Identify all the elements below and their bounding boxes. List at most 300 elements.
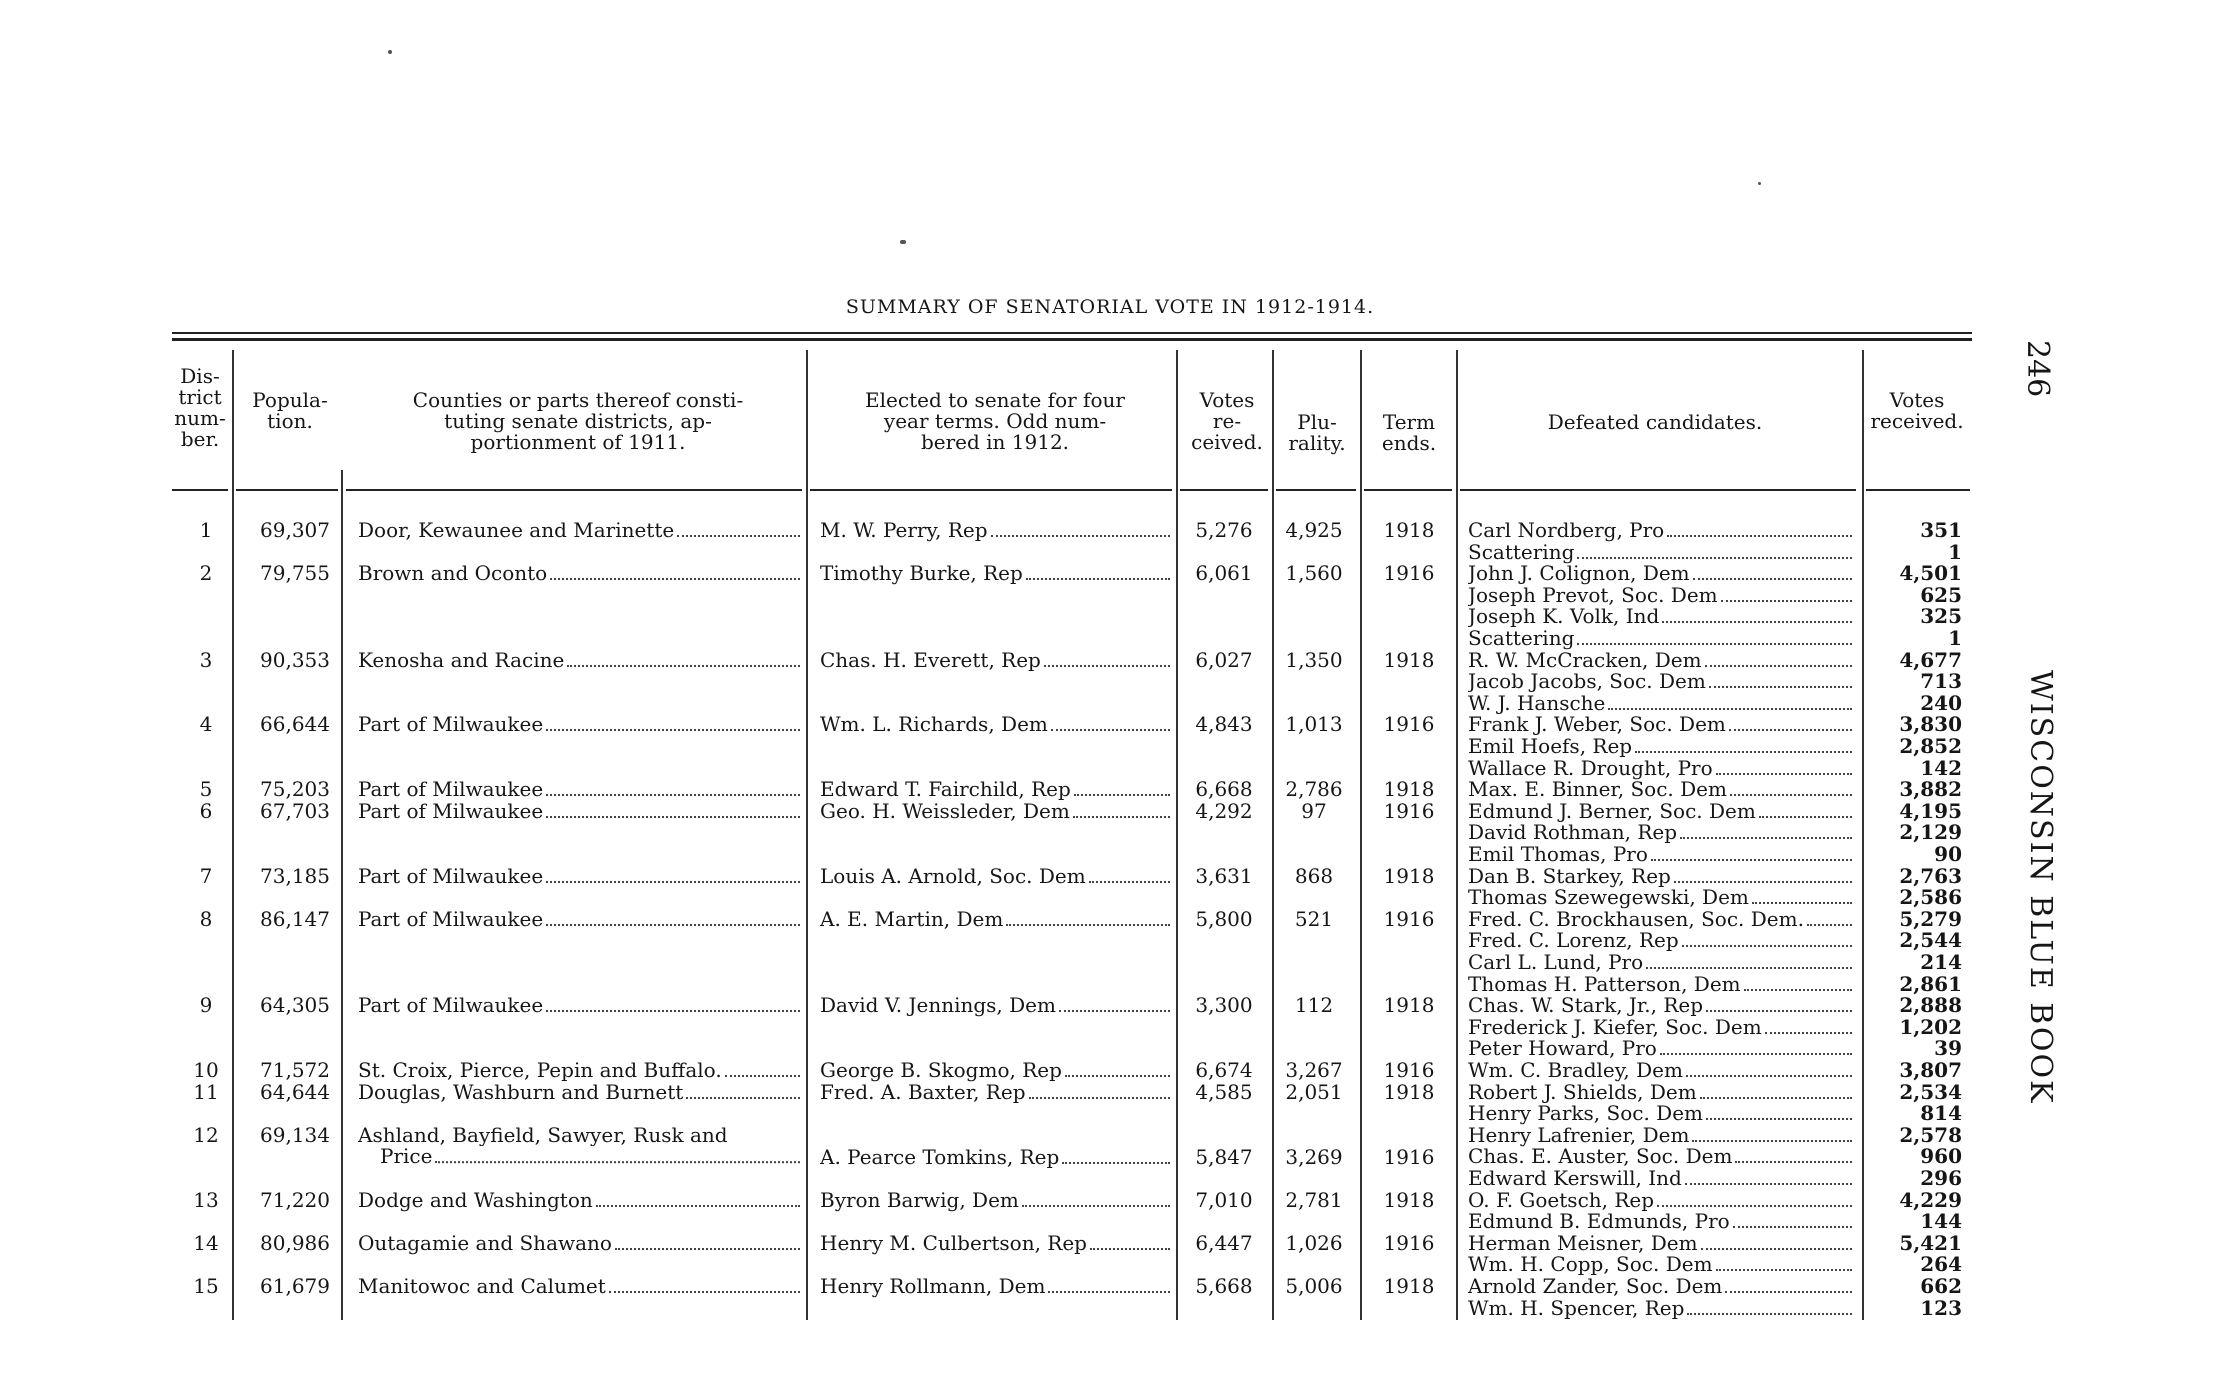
district-plurality: 1,026 [1285, 1232, 1343, 1254]
district-votes: 4,585 [1195, 1081, 1253, 1103]
district-plurality: 5,006 [1285, 1275, 1343, 1297]
defeated-name: Fred. C. Brockhausen, Soc. Dem. [1468, 908, 1804, 931]
header-rule [1866, 489, 1970, 491]
leader-dots [1706, 1010, 1852, 1012]
district-number: 3 [199, 649, 213, 671]
defeated-name: Emil Thomas, Pro [1468, 843, 1648, 866]
header-rule [236, 489, 338, 491]
leader-dots [1662, 621, 1852, 623]
leader-dots [1733, 1226, 1852, 1228]
leader-dots [1048, 1291, 1170, 1293]
district-number: 1 [199, 519, 213, 541]
defeated-votes: 142 [1920, 757, 1962, 779]
defeated-votes: 1 [1948, 627, 1962, 649]
district-population: 64,305 [260, 994, 330, 1016]
district-population: 67,703 [260, 800, 330, 822]
district-elected [820, 778, 1172, 801]
header-rule [810, 489, 1172, 491]
defeated-candidate [1468, 951, 1854, 974]
defeated-votes: 625 [1920, 584, 1962, 606]
district-votes: 5,800 [1195, 908, 1253, 930]
district-counties [358, 1232, 802, 1255]
district-population: 69,134 [260, 1124, 330, 1146]
defeated-candidate [1468, 519, 1854, 542]
defeated-name: Carl L. Lund, Pro [1468, 951, 1644, 974]
elected-name: A. Pearce Tomkins, Rep [820, 1145, 1060, 1169]
defeated-name: Wm. H. Spencer, Rep [1468, 1297, 1685, 1320]
leader-dots [1706, 1118, 1852, 1120]
elected-name: Byron Barwig, Dem [820, 1189, 1019, 1212]
district-plurality: 112 [1294, 994, 1334, 1016]
header-defeated: Defeated candidates. [1547, 410, 1763, 434]
defeated-votes: 240 [1920, 692, 1962, 714]
defeated-name: Edward Kerswill, Ind [1468, 1167, 1682, 1190]
defeated-name: Arnold Zander, Soc. Dem [1468, 1275, 1723, 1298]
defeated-votes: 5,421 [1899, 1232, 1962, 1254]
leader-dots [1660, 1053, 1852, 1055]
district-population: 66,644 [260, 713, 330, 735]
defeated-name: Scattering [1468, 627, 1575, 650]
running-head: WISCONSIN BLUE BOOK [2023, 670, 2058, 1105]
defeated-candidate [1468, 1253, 1854, 1276]
leader-dots [1577, 643, 1852, 645]
district-counties [358, 519, 802, 542]
leader-dots [1051, 729, 1170, 731]
leader-dots [1022, 1205, 1170, 1207]
defeated-name: Edmund J. Berner, Soc. Dem [1468, 800, 1756, 823]
defeated-votes: 3,882 [1899, 778, 1962, 800]
district-counties [358, 713, 802, 736]
defeated-votes: 2,888 [1899, 994, 1962, 1016]
leader-dots [1029, 1097, 1171, 1099]
defeated-votes: 214 [1920, 951, 1962, 973]
defeated-name: David Rothman, Rep [1468, 821, 1678, 844]
district-votes: 3,300 [1195, 994, 1253, 1016]
district-elected [820, 994, 1172, 1017]
district-plurality: 4,925 [1285, 519, 1343, 541]
scan-speck [1758, 182, 1761, 185]
defeated-votes: 2,129 [1899, 821, 1962, 843]
leader-dots [546, 816, 800, 818]
defeated-votes: 296 [1920, 1167, 1962, 1189]
defeated-votes: 123 [1920, 1297, 1962, 1319]
district-plurality: 3,269 [1285, 1145, 1343, 1168]
leader-dots [1090, 1248, 1170, 1250]
defeated-candidate [1468, 1189, 1854, 1212]
district-population: 79,755 [260, 562, 330, 584]
defeated-votes: 960 [1920, 1145, 1962, 1167]
defeated-name: Wallace R. Drought, Pro [1468, 757, 1713, 780]
district-population: 69,307 [260, 519, 330, 541]
defeated-votes: 1,202 [1899, 1016, 1962, 1038]
leader-dots [1687, 1313, 1852, 1315]
defeated-candidate [1468, 541, 1854, 564]
district-term-ends: 1916 [1383, 1145, 1435, 1168]
defeated-candidate [1468, 865, 1854, 888]
district-elected [820, 1189, 1172, 1212]
district-votes: 4,292 [1195, 800, 1253, 822]
district-population: 86,147 [260, 908, 330, 930]
district-term-ends: 1918 [1383, 1189, 1435, 1211]
elected-name: Louis A. Arnold, Soc. Dem [820, 865, 1086, 888]
leader-dots [1721, 600, 1852, 602]
defeated-name: John J. Colignon, Dem [1468, 562, 1690, 585]
leader-dots [615, 1248, 800, 1250]
defeated-name: Henry Lafrenier, Dem [1468, 1124, 1690, 1147]
header-rule [172, 489, 228, 491]
column-rule [232, 350, 234, 1320]
defeated-candidate [1468, 1081, 1854, 1104]
defeated-votes: 814 [1920, 1102, 1962, 1124]
defeated-votes: 2,534 [1899, 1081, 1962, 1103]
header-elected: Elected to senate for four year terms. Odd num- bered in 1912. [865, 388, 1125, 454]
defeated-votes: 325 [1920, 605, 1962, 627]
district-population: 73,185 [260, 865, 330, 887]
leader-dots [1692, 1140, 1852, 1142]
leader-dots [546, 729, 800, 731]
defeated-candidate [1468, 1037, 1854, 1060]
district-term-ends: 1916 [1383, 800, 1435, 822]
district-elected [820, 649, 1172, 672]
scan-speck [388, 50, 392, 54]
header-rule [346, 489, 802, 491]
district-counties [358, 1059, 802, 1082]
defeated-candidate [1468, 821, 1854, 844]
district-elected [820, 519, 1172, 542]
district-elected [820, 1232, 1172, 1255]
defeated-votes: 1 [1948, 541, 1962, 563]
district-counties [358, 562, 802, 585]
defeated-candidate [1468, 1059, 1854, 1082]
column-rule [1272, 350, 1274, 1320]
counties-text: Door, Kewaunee and Marinette [358, 519, 675, 542]
counties-text: Part of Milwaukee [358, 908, 544, 931]
defeated-candidate [1468, 1167, 1854, 1190]
defeated-votes: 90 [1934, 843, 1962, 865]
district-number: 13 [193, 1189, 219, 1211]
leader-dots [1716, 1269, 1852, 1271]
district-population: 61,679 [260, 1275, 330, 1297]
leader-dots [1065, 1075, 1170, 1077]
leader-dots [1059, 1010, 1170, 1012]
district-votes: 5,276 [1195, 519, 1253, 541]
district-plurality: 3,267 [1285, 1059, 1343, 1081]
leader-dots [1700, 1097, 1852, 1099]
leader-dots [686, 1097, 800, 1099]
district-number: 2 [199, 562, 213, 584]
header-votes-received: Votes re- ceived. [1191, 388, 1263, 454]
district-term-ends: 1916 [1383, 1059, 1435, 1081]
leader-dots [1608, 708, 1852, 710]
defeated-votes: 2,763 [1899, 865, 1962, 887]
defeated-votes: 3,830 [1899, 713, 1962, 735]
defeated-candidate [1468, 757, 1854, 780]
leader-dots [991, 535, 1170, 537]
leader-dots [596, 1205, 800, 1207]
elected-name: David V. Jennings, Dem [820, 994, 1056, 1017]
header-rule [1460, 489, 1856, 491]
district-counties [358, 1275, 802, 1298]
district-population: 71,220 [260, 1189, 330, 1211]
defeated-candidate [1468, 649, 1854, 672]
district-number: 7 [199, 865, 213, 887]
elected-name: George B. Skogmo, Rep [820, 1059, 1062, 1082]
counties-text: Part of Milwaukee [358, 800, 544, 823]
leader-dots [1044, 665, 1170, 667]
defeated-candidate [1468, 800, 1854, 823]
defeated-name: Emil Hoefs, Rep [1468, 735, 1633, 758]
table-top-rule-thick [172, 338, 1972, 341]
leader-dots [1693, 578, 1852, 580]
district-plurality: 2,781 [1285, 1189, 1343, 1211]
defeated-name: Thomas H. Patterson, Dem [1468, 973, 1741, 996]
district-counties: Ashland, Bayfield, Sawyer, Rusk and [358, 1124, 728, 1146]
leader-dots [1073, 816, 1170, 818]
defeated-name: Herman Meisner, Dem [1468, 1232, 1698, 1255]
leader-dots [1089, 881, 1170, 883]
leader-dots [1635, 751, 1852, 753]
defeated-votes: 39 [1934, 1037, 1962, 1059]
defeated-candidate [1468, 973, 1854, 996]
leader-dots [1709, 686, 1852, 688]
district-plurality: 1,013 [1285, 713, 1343, 735]
leader-dots [1735, 1161, 1852, 1163]
defeated-name: Wm. C. Bradley, Dem [1468, 1059, 1683, 1082]
district-elected [820, 713, 1172, 736]
elected-name: Chas. H. Everett, Rep [820, 649, 1041, 672]
district-elected [820, 1275, 1172, 1298]
leader-dots [1006, 924, 1170, 926]
defeated-candidate [1468, 584, 1854, 607]
district-plurality: 2,051 [1285, 1081, 1343, 1103]
leader-dots [1807, 924, 1852, 926]
leader-dots [1716, 773, 1852, 775]
district-term-ends: 1916 [1383, 908, 1435, 930]
district-number: 9 [199, 994, 213, 1016]
defeated-name: Thomas Szewegewski, Dem [1468, 886, 1749, 909]
defeated-candidate [1468, 1124, 1854, 1147]
district-number: 5 [199, 778, 213, 800]
defeated-votes: 4,195 [1899, 800, 1962, 822]
district-elected [820, 1081, 1172, 1104]
district-term-ends: 1916 [1383, 1232, 1435, 1254]
leader-dots [1730, 794, 1852, 796]
district-term-ends: 1918 [1383, 994, 1435, 1016]
district-population: 75,203 [260, 778, 330, 800]
leader-dots [567, 665, 800, 667]
counties-text: Part of Milwaukee [358, 865, 544, 888]
district-counties [358, 1189, 802, 1212]
defeated-votes: 264 [1920, 1253, 1962, 1275]
leader-dots [1729, 729, 1852, 731]
district-population: 90,353 [260, 649, 330, 671]
defeated-candidate [1468, 1145, 1854, 1168]
defeated-name: Max. E. Binner, Soc. Dem [1468, 778, 1727, 801]
leader-dots [677, 535, 800, 537]
column-rule [1456, 350, 1458, 1320]
defeated-votes: 2,586 [1899, 886, 1962, 908]
defeated-name: R. W. McCracken, Dem [1468, 649, 1702, 672]
defeated-candidate [1468, 929, 1854, 952]
leader-dots [546, 794, 800, 796]
column-rule [1176, 350, 1178, 1320]
district-votes: 6,668 [1195, 778, 1253, 800]
defeated-name: Joseph K. Volk, Ind [1468, 605, 1660, 628]
defeated-candidate [1468, 886, 1854, 909]
district-term-ends: 1918 [1383, 778, 1435, 800]
district-number: 6 [199, 800, 213, 822]
defeated-name: Scattering [1468, 541, 1575, 564]
defeated-votes: 2,544 [1899, 929, 1962, 951]
defeated-votes: 2,578 [1899, 1124, 1962, 1146]
defeated-candidate [1468, 605, 1854, 628]
leader-dots [1685, 1183, 1852, 1185]
district-counties [358, 649, 802, 672]
district-counties [358, 778, 802, 801]
district-counties [358, 994, 802, 1017]
district-elected [820, 1059, 1172, 1082]
district-votes: 6,061 [1195, 562, 1253, 584]
district-votes: 5,847 [1195, 1145, 1253, 1168]
defeated-candidate [1468, 670, 1854, 693]
defeated-candidate [1468, 1102, 1854, 1125]
defeated-candidate [1468, 908, 1854, 931]
leader-dots [1752, 902, 1852, 904]
defeated-name: Edmund B. Edmunds, Pro [1468, 1210, 1730, 1233]
district-plurality: 1,350 [1285, 649, 1343, 671]
defeated-candidate [1468, 692, 1854, 715]
leader-dots [1682, 945, 1852, 947]
header-counties: Counties or parts thereof consti- tuting senate districts, ap- portionment of 1911. [412, 388, 744, 454]
district-term-ends: 1918 [1383, 649, 1435, 671]
defeated-name: Chas. W. Stark, Jr., Rep [1468, 994, 1704, 1017]
district-elected [820, 562, 1172, 585]
defeated-candidate [1468, 1232, 1854, 1255]
district-term-ends: 1918 [1383, 1275, 1435, 1297]
defeated-votes: 5,279 [1899, 908, 1962, 930]
defeated-candidate [1468, 1210, 1854, 1233]
district-population: 64,644 [260, 1081, 330, 1103]
leader-dots [1744, 989, 1852, 991]
leader-dots [1725, 1291, 1852, 1293]
counties-text: Part of Milwaukee [358, 713, 544, 736]
defeated-name: Carl Nordberg, Pro [1468, 519, 1665, 542]
defeated-votes: 662 [1920, 1275, 1962, 1297]
district-counties [358, 800, 802, 823]
leader-dots [1667, 535, 1852, 537]
district-number: 10 [193, 1059, 219, 1081]
leader-dots [1701, 1248, 1852, 1250]
header-district: Dis- trict num- ber. [174, 364, 226, 451]
leader-dots [435, 1162, 800, 1164]
header-plurality: Plu- rality. [1288, 410, 1346, 455]
defeated-name: O. F. Goetsch, Rep [1468, 1189, 1655, 1212]
defeated-name: Frederick J. Kiefer, Soc. Dem [1468, 1016, 1762, 1039]
district-elected [820, 800, 1172, 823]
counties-text: Douglas, Washburn and Burnett [358, 1081, 684, 1104]
defeated-votes: 351 [1920, 519, 1962, 541]
defeated-name: Robert J. Shields, Dem [1468, 1081, 1697, 1104]
elected-name: A. E. Martin, Dem [820, 908, 1004, 931]
leader-dots [1062, 1162, 1170, 1164]
defeated-name: Frank J. Weber, Soc. Dem [1468, 713, 1726, 736]
leader-dots [1765, 1032, 1852, 1034]
leader-dots [1680, 837, 1852, 839]
district-votes: 4,843 [1195, 713, 1253, 735]
leader-dots [1657, 1205, 1852, 1207]
district-counties-cont [380, 1146, 802, 1169]
elected-name: M. W. Perry, Rep [820, 519, 988, 542]
elected-name: Timothy Burke, Rep [820, 562, 1023, 585]
header-rule [1364, 489, 1452, 491]
column-rule [1360, 350, 1362, 1320]
elected-name: Geo. H. Weissleder, Dem [820, 800, 1070, 823]
elected-name: Fred. A. Baxter, Rep [820, 1081, 1026, 1104]
district-votes: 3,631 [1195, 865, 1253, 887]
counties-text: Dodge and Washington [358, 1189, 593, 1212]
leader-dots [1074, 794, 1170, 796]
header-population: Popula- tion. [252, 388, 328, 433]
defeated-name: Jacob Jacobs, Soc. Dem [1468, 670, 1706, 693]
column-rule [806, 350, 808, 1320]
district-elected [820, 865, 1172, 888]
defeated-votes: 2,852 [1899, 735, 1962, 757]
elected-name: Edward T. Fairchild, Rep [820, 778, 1071, 801]
defeated-candidate [1468, 778, 1854, 801]
defeated-name: Peter Howard, Pro [1468, 1037, 1657, 1060]
counties-text: Manitowoc and Calumet [358, 1275, 606, 1298]
leader-dots [1651, 859, 1852, 861]
leader-dots [1646, 967, 1852, 969]
district-population: 80,986 [260, 1232, 330, 1254]
district-number: 8 [199, 908, 213, 930]
district-term-ends: 1918 [1383, 1081, 1435, 1103]
district-number: 14 [193, 1232, 219, 1254]
district-counties [358, 1081, 802, 1104]
defeated-name: Chas. E. Auster, Soc. Dem [1468, 1145, 1733, 1168]
defeated-candidate [1468, 627, 1854, 650]
district-elected [820, 908, 1172, 931]
counties-text: Price [380, 1145, 433, 1169]
defeated-candidate [1468, 994, 1854, 1017]
district-term-ends: 1918 [1383, 519, 1435, 541]
leader-dots [1577, 557, 1852, 559]
defeated-candidate [1468, 1275, 1854, 1298]
district-votes: 6,674 [1195, 1059, 1253, 1081]
defeated-votes: 144 [1920, 1210, 1962, 1232]
scan-speck [900, 240, 906, 244]
page-number: 246 [2020, 340, 2055, 398]
leader-dots [1026, 578, 1170, 580]
elected-name: Wm. L. Richards, Dem [820, 713, 1048, 736]
leader-dots [550, 578, 800, 580]
district-elected [820, 1146, 1172, 1169]
leader-dots [725, 1075, 800, 1077]
leader-dots [1759, 816, 1852, 818]
leader-dots [546, 1010, 800, 1012]
defeated-votes: 4,229 [1899, 1189, 1962, 1211]
leader-dots [1686, 1075, 1852, 1077]
leader-dots [1674, 881, 1852, 883]
elected-name: Henry M. Culbertson, Rep [820, 1232, 1087, 1255]
district-votes: 6,447 [1195, 1232, 1253, 1254]
defeated-votes: 4,677 [1899, 649, 1962, 671]
header-rule [1276, 489, 1356, 491]
defeated-candidate [1468, 735, 1854, 758]
leader-dots [546, 924, 800, 926]
district-number: 15 [193, 1275, 219, 1297]
district-term-ends: 1918 [1383, 865, 1435, 887]
